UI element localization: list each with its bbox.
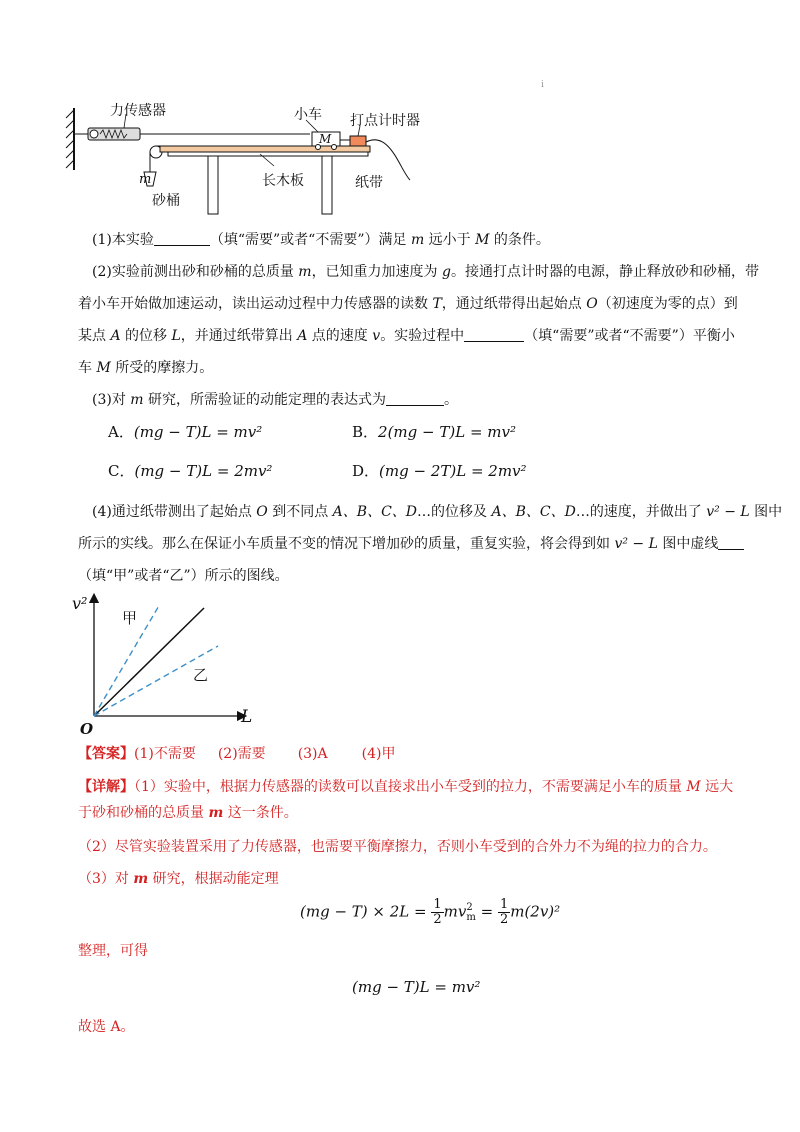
detail-line-1: 【详解】（1）实验中，根据力传感器的读数可以直接求出小车受到的拉力，不需要满足小车的质量 M 远大	[78, 779, 734, 795]
detail-line-6: 故选 A。	[78, 1019, 135, 1035]
equation-2: (mg − T)L = mv²	[352, 978, 481, 996]
detail-line-4: （3）对 m 研究，根据动能定理	[78, 871, 279, 887]
option-b: B．2(mg − T)L = mv²	[352, 423, 516, 441]
force-sensor	[74, 128, 140, 140]
answer-blank-2	[464, 327, 524, 342]
long-board	[160, 146, 370, 152]
question-2-line-2: 着小车开始做加速运动，读出运动过程中力传感器的读数 T，通过纸带得出起始点 O（初速度为零的点）到	[78, 296, 738, 312]
label-tape: 纸带	[355, 175, 383, 191]
question-1: (1)本实验 （填“需要”或者“不需要”）满足 m 远小于 M 的条件。	[92, 232, 550, 248]
option-a: A．(mg − T)L = mv²	[108, 423, 263, 441]
question-4-line-3: （填“甲”或者“乙”）所示的图线。	[78, 568, 289, 584]
corner-mark: ⅰ	[541, 80, 544, 90]
question-4-line-2: 所示的实线。那么在保证小车质量不变的情况下增加砂的质量，重复实验，将会得到如 v² − L 图中虚线	[78, 534, 744, 554]
line-label-yi: 乙	[193, 666, 209, 684]
detail-line-5: 整理，可得	[78, 943, 148, 959]
v2-l-graph	[70, 592, 270, 732]
answer-blank-1	[154, 231, 210, 246]
y-axis-label: v²	[72, 594, 88, 613]
answer-tag: 【答案】	[78, 746, 134, 762]
label-bucket-mass: m	[139, 172, 152, 187]
equation-1: (mg − T) × 2L = $\frac{1}{2}$ mv 2 m = $\frac{1}{2}$ m(2v)²	[300, 897, 561, 927]
question-3: (3)对 m 研究，所需验证的动能定理的表达式为 。	[92, 392, 459, 408]
label-cart: 小车	[294, 107, 322, 123]
question-2-line-3: 某点 A 的位移 L，并通过纸带算出 A 点的速度 v。实验过程中 （填“需要”或者“不需要”）平衡小	[78, 328, 735, 344]
answer-blank-4	[718, 535, 744, 550]
answer-blank-3	[386, 391, 444, 406]
question-4-line-1: (4)通过纸带测出了起始点 O 到不同点 A、B、C、D…的位移及 A、B、C、D…的速度，并做出了 v² − L 图中	[92, 504, 783, 520]
option-c: C．(mg − T)L = 2mv²	[108, 462, 273, 480]
answer-line: 【答案】(1)不需要 (2)需要 (3)A (4)甲	[78, 746, 396, 762]
x-axis-label: L	[241, 707, 253, 727]
detail-line-2: 于砂和砂桶的总质量 m 这一条件。	[78, 805, 298, 821]
wall	[66, 108, 74, 170]
label-timer: 打点计时器	[350, 113, 420, 129]
label-force-sensor: 力传感器	[110, 103, 166, 119]
detail-line-3: （2）尽管实验装置采用了力传感器，也需要平衡摩擦力，否则小车受到的合外力不为绳的拉力的合力。	[78, 839, 717, 855]
solid-line	[94, 608, 204, 716]
option-d: D．(mg − 2T)L = 2mv²	[352, 462, 527, 480]
line-label-jia: 甲	[122, 609, 138, 627]
detail-tag: 【详解】	[78, 779, 134, 795]
origin-label: O	[80, 720, 94, 738]
label-board: 长木板	[262, 173, 304, 189]
label-cart-mass: M	[319, 132, 332, 146]
question-2-line-1: (2)实验前测出砂和砂桶的总质量 m，已知重力加速度为 g。接通打点计时器的电源，静止释放砂和砂桶，带	[92, 264, 759, 280]
timer-device	[350, 136, 366, 146]
question-2-line-4: 车 M 所受的摩擦力。	[78, 360, 214, 376]
label-bucket: 砂桶	[152, 193, 180, 209]
